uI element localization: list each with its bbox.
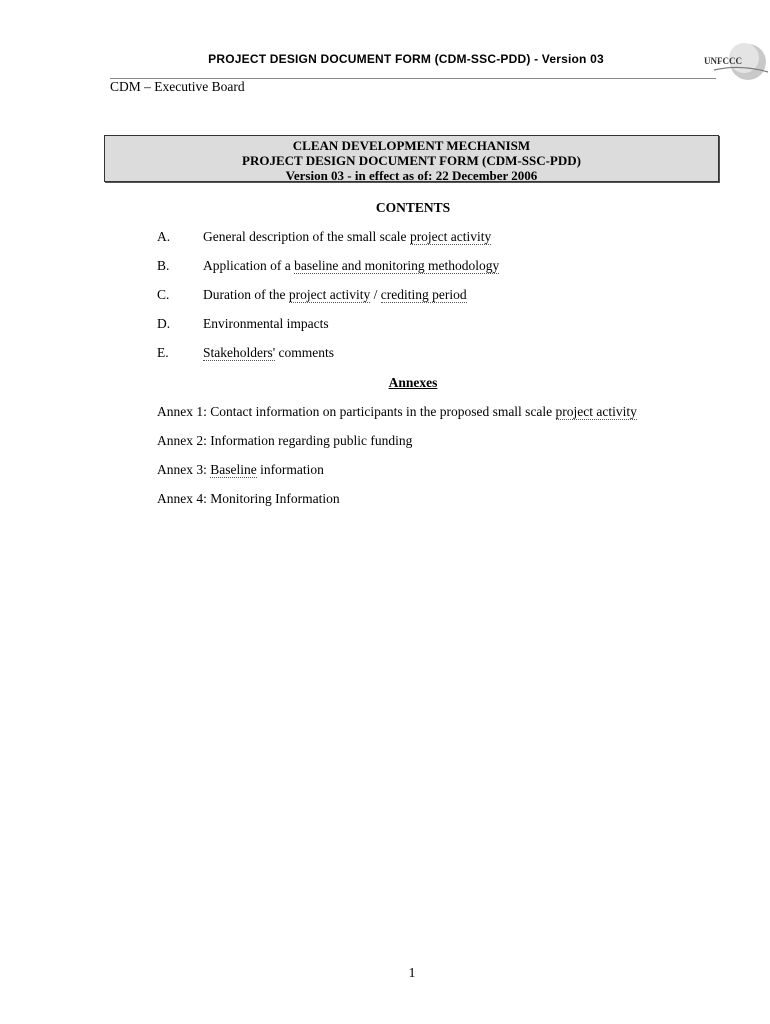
- annex-item-1[interactable]: [157, 404, 637, 420]
- annex-item-2[interactable]: [157, 433, 412, 449]
- glossary-term-link[interactable]: baseline and monitoring methodology: [294, 258, 500, 273]
- title-line-1: CLEAN DEVELOPMENT MECHANISM: [292, 138, 531, 153]
- annex-label: Annex 1:: [157, 404, 207, 419]
- contents-heading: CONTENTS: [375, 200, 451, 215]
- title-line-3: Version 03 - in effect as of: 22 December 2006: [285, 168, 538, 183]
- toc-text: Environmental impacts: [203, 316, 329, 331]
- toc-item-e[interactable]: [157, 345, 334, 361]
- toc-text: comments: [275, 345, 335, 360]
- toc-item-a[interactable]: [157, 229, 491, 245]
- document-header-title: PROJECT DESIGN DOCUMENT FORM (CDM-SSC-PDD) - Version 03: [208, 52, 604, 66]
- toc-letter: E.: [157, 345, 169, 360]
- toc-item-b[interactable]: [157, 258, 499, 274]
- toc-letter: B.: [157, 258, 170, 273]
- glossary-term-link[interactable]: Stakeholders': [203, 345, 276, 360]
- executive-board-label: CDM – Executive Board: [110, 79, 245, 94]
- glossary-term-link[interactable]: project activity: [288, 287, 371, 302]
- annex-label: Annex 3:: [157, 462, 207, 477]
- glossary-term-link[interactable]: Baseline: [210, 462, 257, 477]
- glossary-term-link[interactable]: project activity: [555, 404, 637, 419]
- page-number: 1: [408, 966, 416, 981]
- annexes-heading: Annexes: [388, 375, 438, 390]
- logo-text: UNFCCC: [704, 56, 742, 66]
- toc-letter: D.: [157, 316, 171, 331]
- glossary-term-link[interactable]: project activity: [409, 229, 492, 244]
- annex-text: Monitoring Information: [206, 491, 340, 506]
- toc-text: General description of the small scale: [203, 229, 410, 244]
- unfccc-logo: [700, 40, 770, 82]
- toc-item-c[interactable]: [157, 287, 467, 303]
- annex-label: Annex 4:: [157, 491, 207, 506]
- toc-text: Duration of the: [203, 287, 289, 302]
- toc-separator: /: [370, 287, 381, 302]
- annex-text: information: [256, 462, 324, 477]
- annex-text: Contact information on participants in the proposed small scale: [206, 404, 556, 419]
- toc-text: Application of a: [203, 258, 295, 273]
- toc-letter: C.: [157, 287, 170, 302]
- toc-item-d[interactable]: [157, 316, 329, 332]
- annex-item-4[interactable]: [157, 491, 340, 507]
- toc-letter: A.: [157, 229, 171, 244]
- form-title-box: [104, 135, 719, 182]
- title-line-2: PROJECT DESIGN DOCUMENT FORM (CDM-SSC-PDD): [242, 153, 581, 168]
- annex-text: Information regarding public funding: [206, 433, 413, 448]
- annex-label: Annex 2:: [157, 433, 207, 448]
- glossary-term-link[interactable]: crediting period: [380, 287, 467, 302]
- annex-item-3[interactable]: [157, 462, 324, 478]
